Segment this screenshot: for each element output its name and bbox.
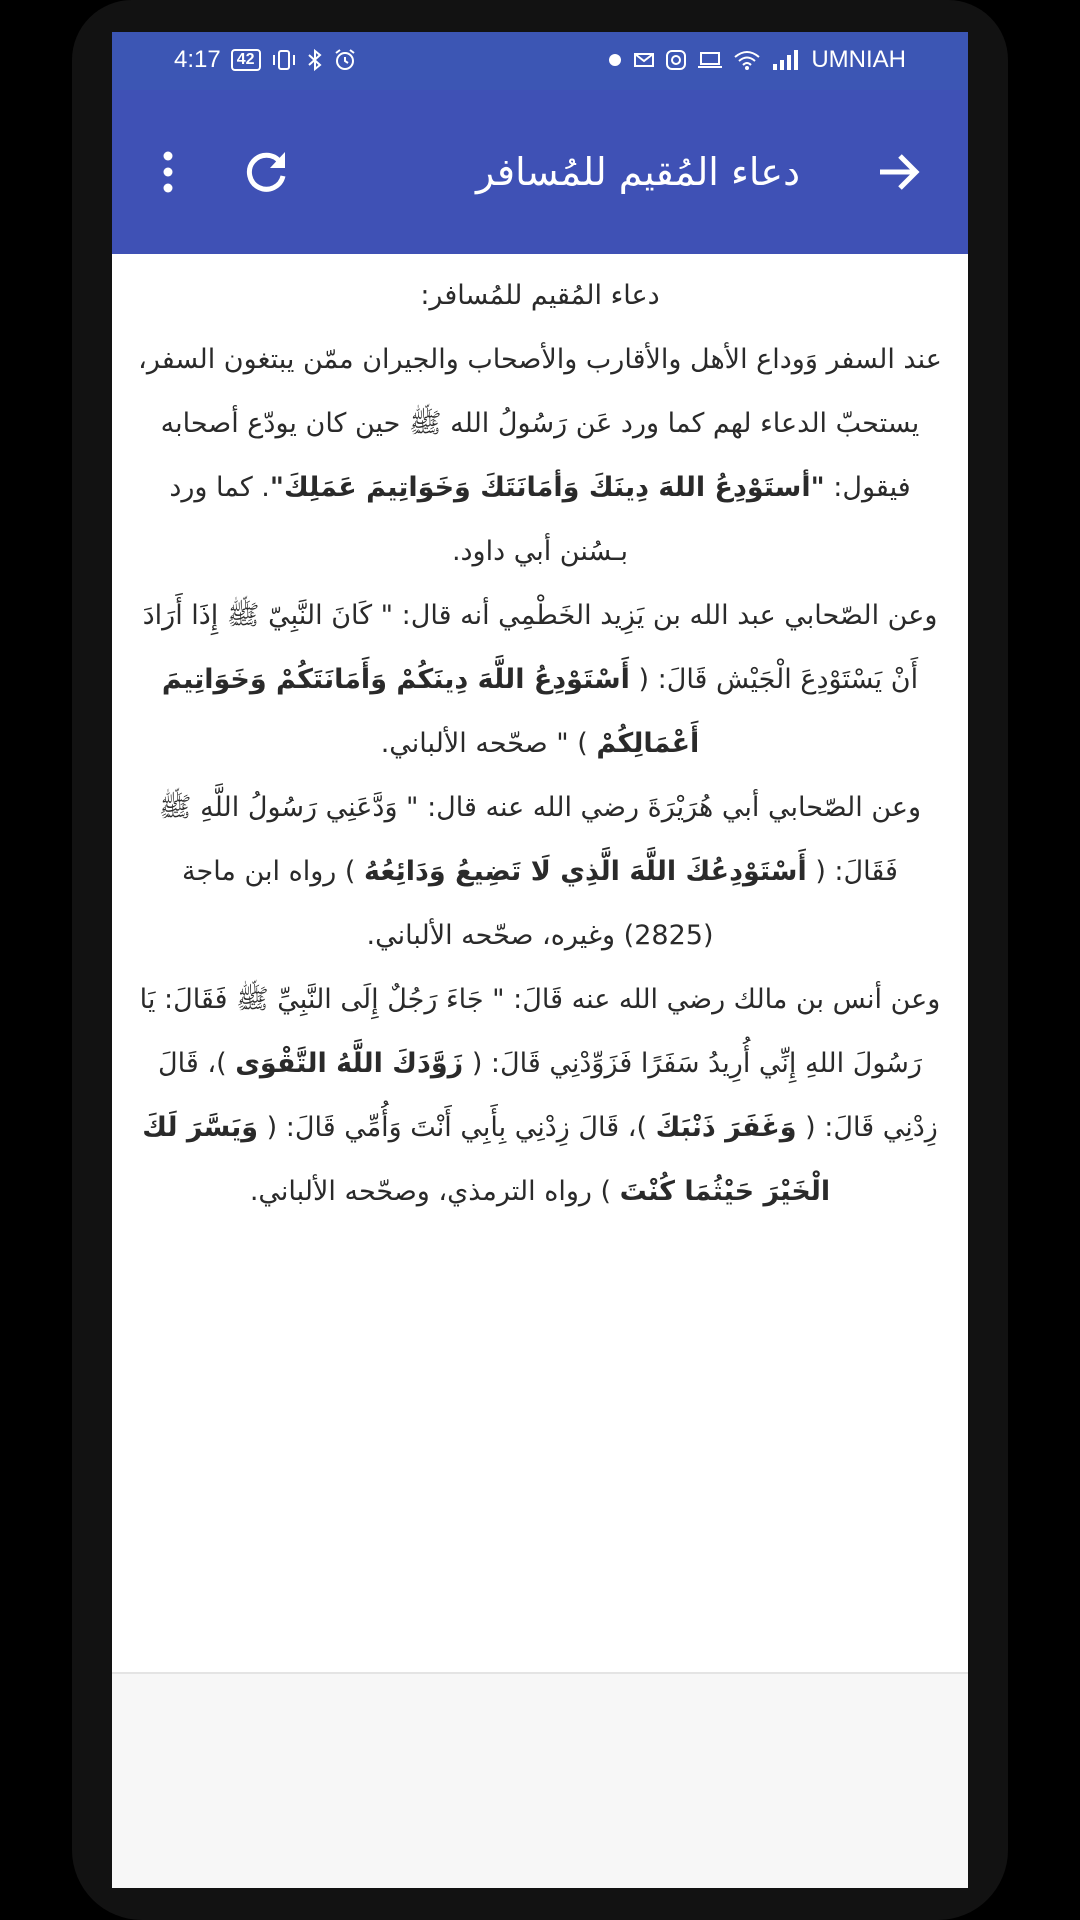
bluetooth-icon — [307, 48, 323, 72]
paragraph-2-source: ) " صحّحه الألباني. — [380, 728, 597, 759]
phone-screen — [112, 32, 968, 1888]
paragraph-3 — [136, 776, 944, 968]
app-bar — [112, 90, 968, 254]
laptop-icon — [697, 48, 723, 72]
dua-text-4c: وَيَسَّرَ لَكَ الْخَيْرَ حَيْثُمَا كُنْتَ — [142, 1112, 831, 1207]
page-title: دعاء المُقيم للمُسافر — [475, 150, 800, 194]
article-content — [136, 264, 944, 1224]
alarm-icon — [333, 48, 357, 72]
paragraph-1 — [136, 328, 944, 584]
dua-text-3: أَسْتَوْدِعُكَ اللَّهَ الَّذِي لَا تَضِيعُ وَدَائِعُهُ — [364, 856, 807, 887]
status-right — [607, 46, 906, 74]
paragraph-3-text: وعن الصّحابي أبي هُرَيْرَةَ رضي الله عنه قال: " وَدَّعَنِي رَسُولُ اللَّهِ ﷺ فَقَالَ: ( — [158, 792, 922, 887]
dua-text-1: "أستَوْدِعُ اللهَ دِينَكَ وَأمَانَتَكَ وَخَوَاتِيمَ عَمَلِكَ" — [269, 472, 825, 503]
back-arrow-icon[interactable] — [868, 142, 928, 202]
paragraph-4-text-c: )، قَالَ زِدْنِي بِأَبِي أَنْتَ وَأُمِّي قَالَ: ( — [258, 1112, 656, 1143]
status-bar — [112, 32, 968, 90]
paragraph-3-source: ) رواه ابن ماجة (2825) وغيره، صحّحه الألباني. — [182, 856, 714, 951]
overflow-menu-icon[interactable] — [138, 142, 198, 202]
refresh-icon[interactable] — [236, 142, 296, 202]
paragraph-4-text-b: )، قَالَ زِدْنِي قَالَ: ( — [158, 1048, 938, 1143]
paragraph-4-text: وعن أنس بن مالك رضي الله عنه قَالَ: " جَاءَ رَجُلٌ إِلَى النَّبِيِّ ﷺ فَقَالَ: يَا رَسُولَ اللهِ إِنِّي أُرِيدُ سَفَرًا فَزَوِّدْنِي قَالَ: ( — [139, 984, 941, 1079]
status-left — [174, 46, 357, 74]
status-time: 4:17 — [174, 46, 221, 73]
dua-text-4b: وَغَفَرَ ذَنْبَكَ — [655, 1112, 797, 1143]
signal-icon — [771, 48, 801, 72]
paragraph-4-source: ) رواه الترمذي، وصحّحه الألباني. — [249, 1176, 620, 1207]
article-heading: دعاء المُقيم للمُسافر: — [420, 280, 660, 311]
wifi-icon — [733, 48, 761, 72]
paragraph-1-text: عند السفر وَوداع الأهل والأقارب والأصحاب والجيران ممّن يبتغون السفر، يستحبّ الدعاء لهم كما ورد عَن رَسُولُ الله ﷺ حين كان يودّع أصحابه فيقول: — [138, 344, 942, 503]
dua-text-4a: زَوَّدَكَ اللَّهُ التَّقْوَى — [235, 1048, 464, 1079]
carrier-name: UMNIAH — [811, 46, 906, 73]
battery-icon: 42 — [231, 49, 261, 71]
bottom-area — [112, 1674, 968, 1888]
instagram-icon — [665, 48, 687, 72]
paragraph-4 — [136, 968, 944, 1224]
dot-icon — [607, 48, 623, 72]
paragraph-2 — [136, 584, 944, 776]
dua-text-2: أَسْتَوْدِعُ اللَّهَ دِينَكُمْ وَأَمَانَتَكُمْ وَخَوَاتِيمَ أَعْمَالِكُمْ — [161, 664, 700, 759]
mail-icon — [633, 48, 655, 72]
paragraph-2-text: وعن الصّحابي عبد الله بن يَزِيد الخَطْمِي أنه قال: " كَانَ النَّبِيّ ﷺ إِذَا أَرَادَ أَنْ يَسْتَوْدِعَ الْجَيْش قَالَ: ( — [142, 600, 938, 695]
paragraph-1-source: . كما ورد بـسُنن أبي داود. — [169, 472, 629, 567]
vibrate-icon — [271, 48, 297, 72]
